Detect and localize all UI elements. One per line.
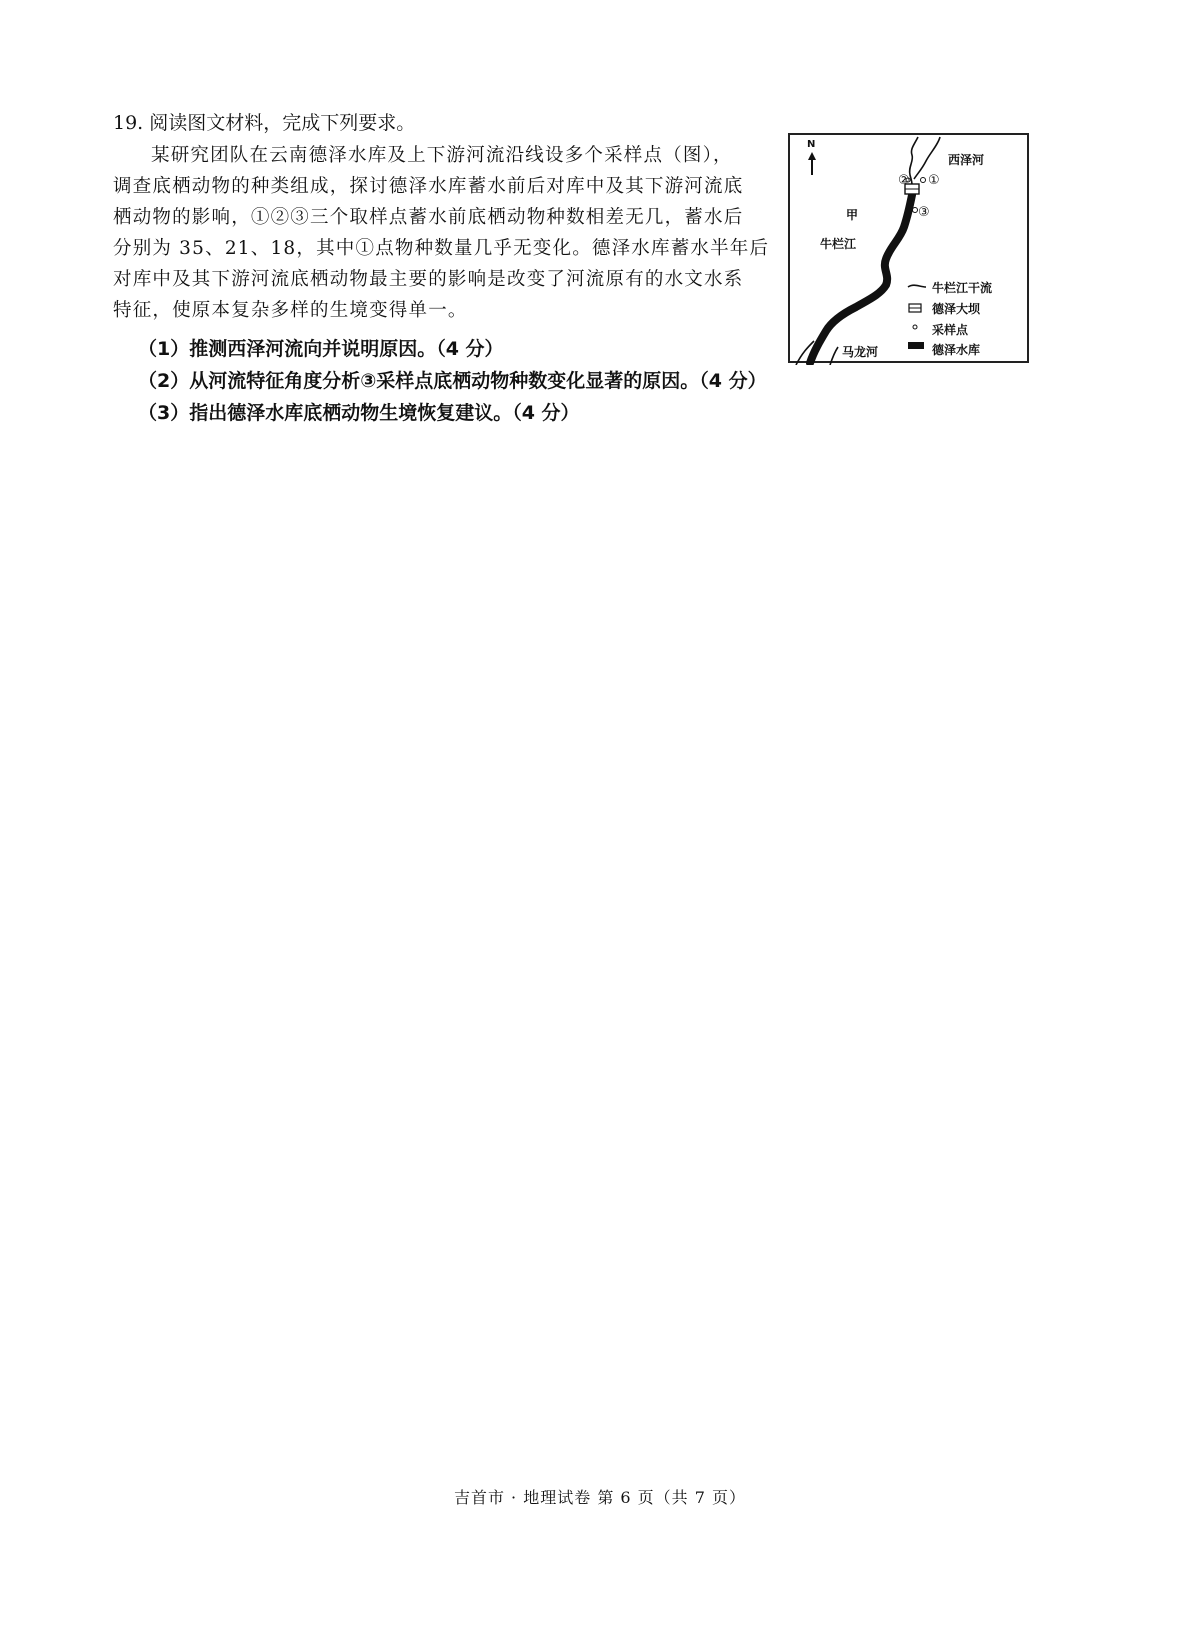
legend-sample-label: 采样点 [932,323,969,337]
legend-river-label: 牛栏江干流 [932,281,993,295]
paragraph-line: 特征，使原本复杂多样的生境变得单一。 [113,300,468,321]
paragraph-line: 分别为 35、21、18，其中①点物种数量几乎无变化。德泽水库蓄水半年后 [113,238,770,259]
sample-point-1 [921,178,926,183]
legend-river-line-icon [908,285,926,287]
sample-point-3 [913,208,918,213]
legend-dam-label: 德泽大坝 [932,302,981,316]
upper-stream-line [910,137,918,185]
legend-reservoir-label: 德泽水库 [932,343,981,357]
reservoir-body [810,195,912,363]
legend-reservoir-icon [908,342,924,349]
paragraph-line: 对库中及其下游河流底栖动物最主要的影响是改变了河流原有的水文水系 [113,269,744,290]
malong-river-line [830,347,838,365]
point3-label: ③ [918,205,930,220]
legend-sample-point-icon [913,325,917,329]
sub-question-1: （1）推测西泽河流向并说明原因。（4 分） [138,338,504,360]
paragraph-line: 调查底栖动物的种类组成，探讨德泽水库蓄水前后对库中及其下游河流底 [113,176,744,197]
paragraph-line: 某研究团队在云南德泽水库及上下游河流沿线设多个采样点（图）， [151,145,733,166]
question-title: 19. 阅读图文材料，完成下列要求。 [113,112,416,134]
xize-river-label: 西泽河 [948,153,985,167]
sub-question-2: （2）从河流特征角度分析③采样点底栖动物种数变化显著的原因。（4 分） [138,370,767,392]
paragraph-line: 栖动物的影响，①②③三个取样点蓄水前底栖动物种数相差无几，蓄水后 [113,207,744,228]
jia-label: 甲 [846,208,859,222]
malong-river-label: 马龙河 [842,345,879,359]
page-footer: 吉首市 · 地理试卷 第 6 页（共 7 页） [453,1488,747,1507]
north-arrowhead-icon [808,152,816,160]
sub-question-3: （3）指出德泽水库底栖动物生境恢复建议。（4 分） [138,402,580,424]
point1-label: ① [928,173,940,188]
niulanjiang-label: 牛栏江 [820,237,857,251]
north-label: N [807,139,816,150]
question-paragraph [113,140,773,326]
point2-label: ② [898,173,910,188]
reservoir-map [788,133,1029,363]
